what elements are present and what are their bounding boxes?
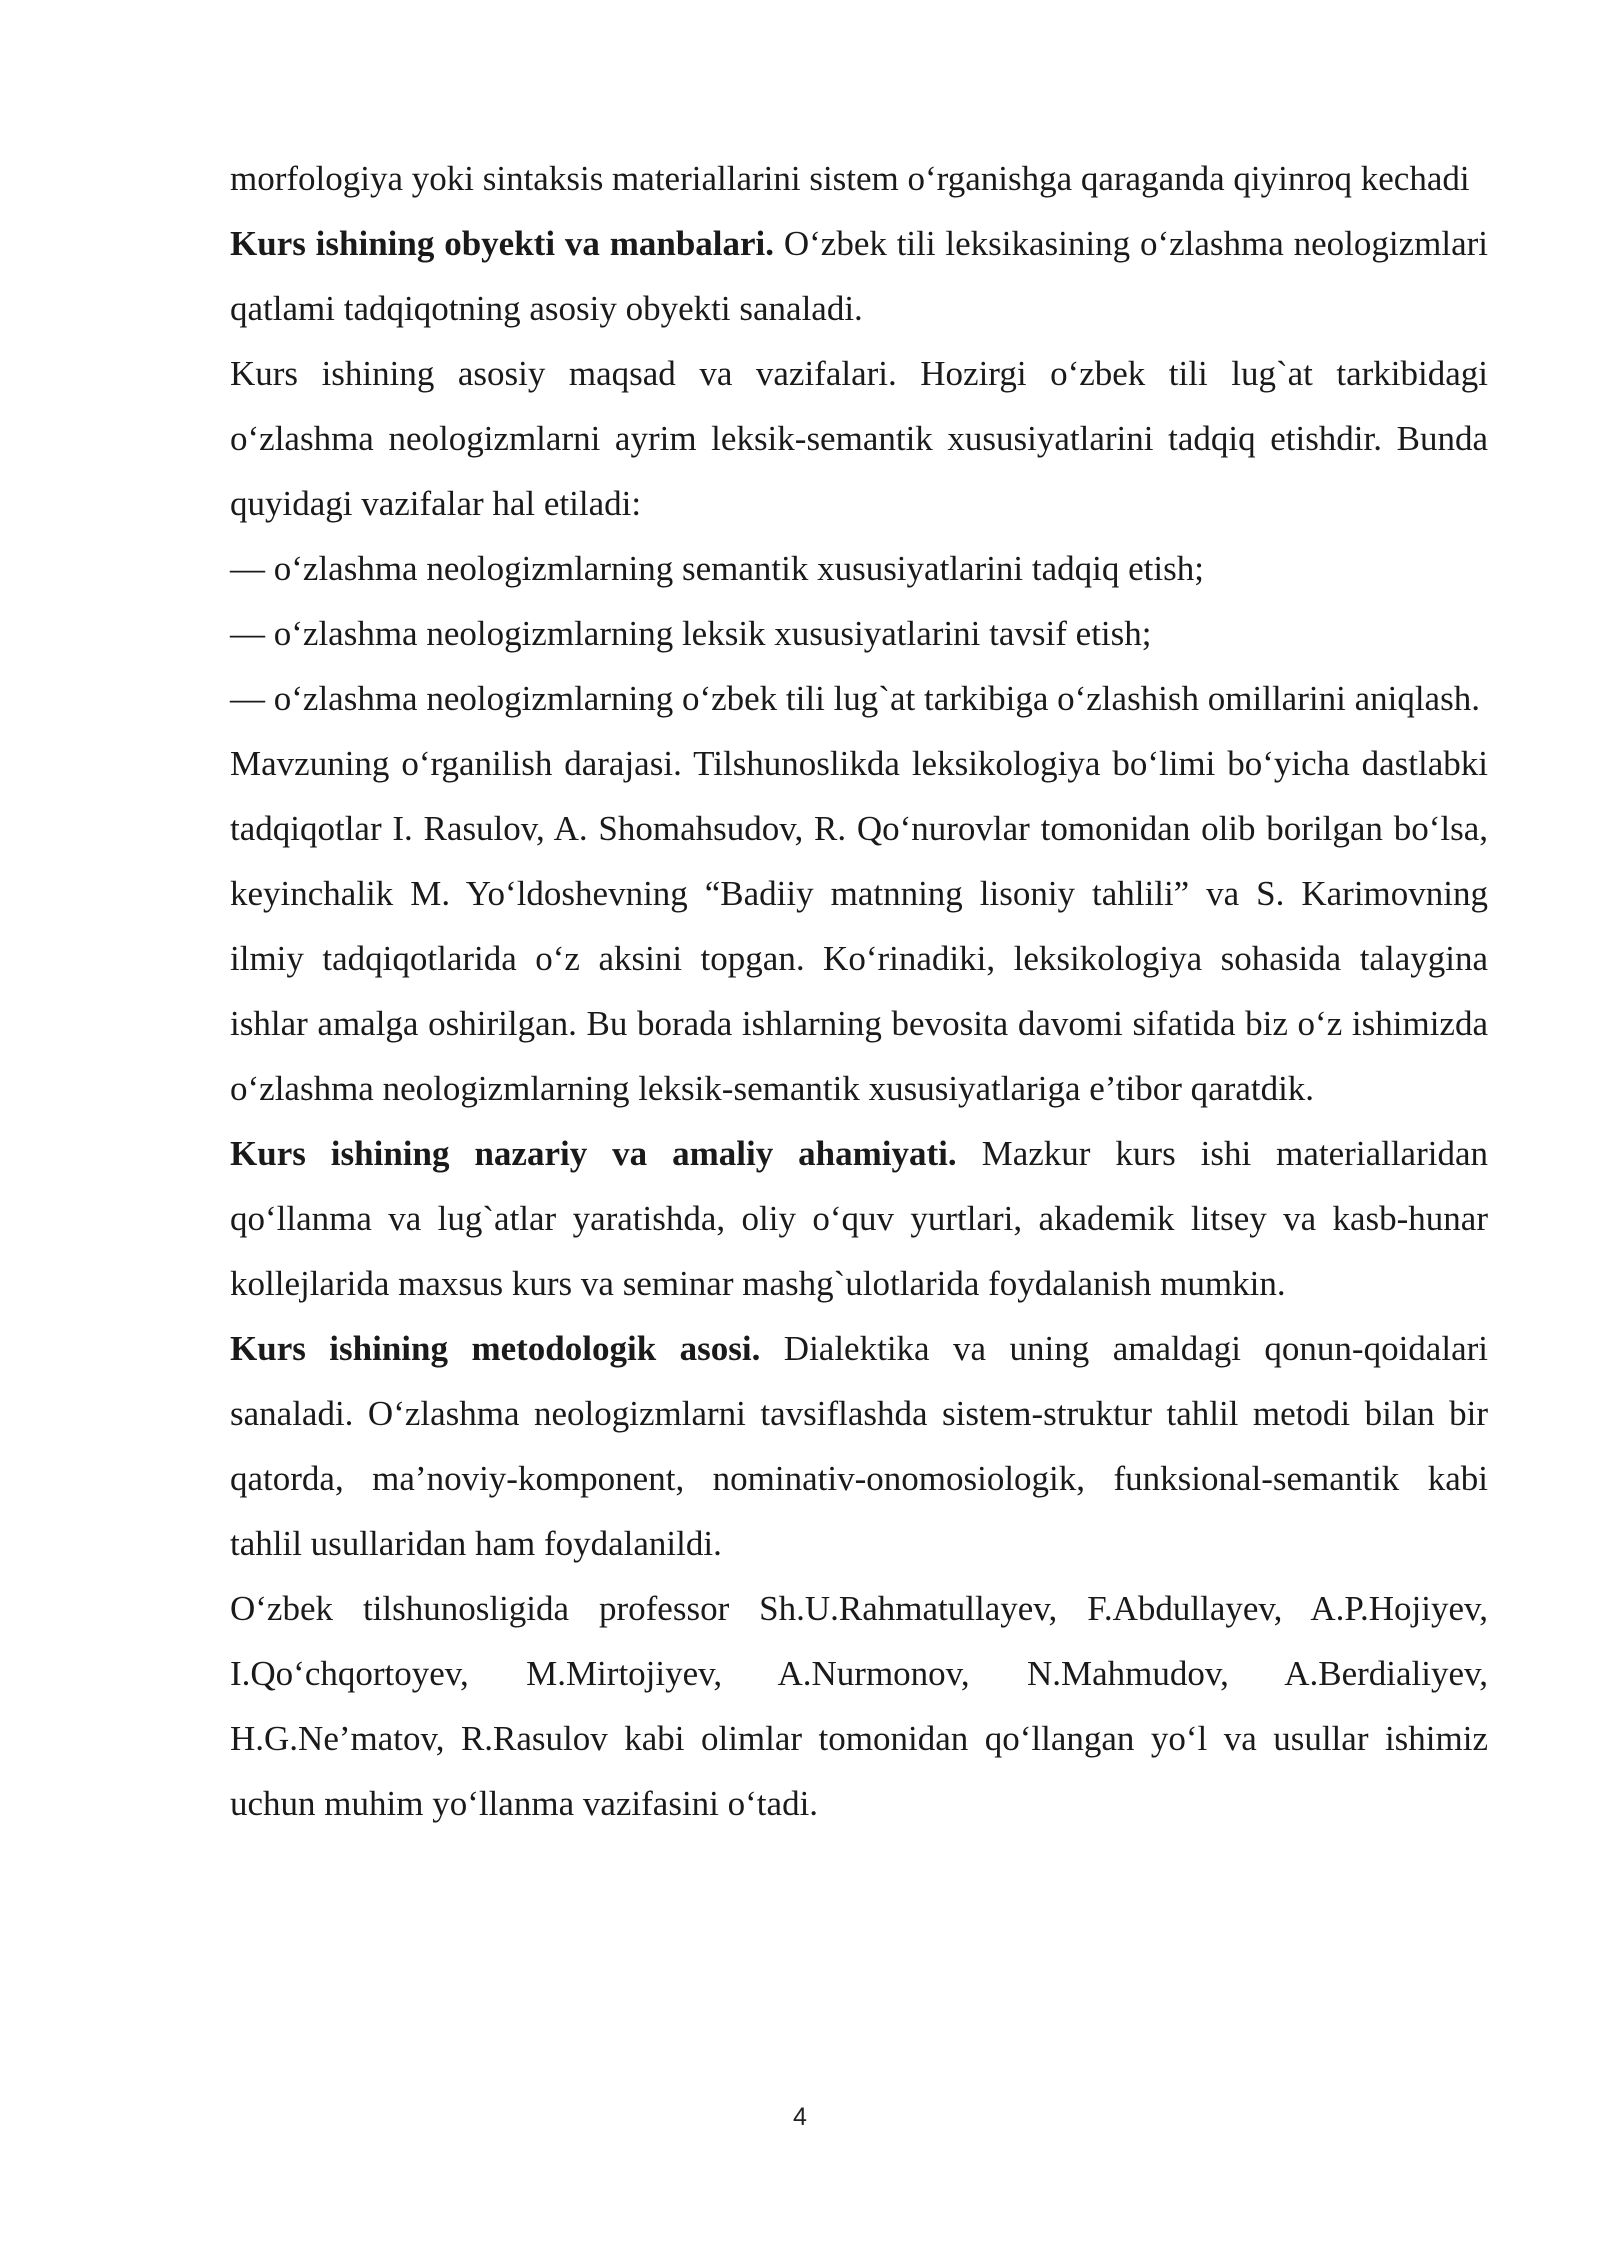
section-heading-significance: Kurs ishining nazariy va amaliy ahamiyati. xyxy=(230,1134,957,1173)
task-list-item: — o‘zlashma neologizmlarning leksik xususiyatlarini tavsif etish; xyxy=(230,614,1152,653)
task-list-item: — o‘zlashma neologizmlarning o‘zbek tili lug`at tarkibiga o‘zlashish omillarini aniqlash. xyxy=(230,679,1480,718)
paragraph-methodology xyxy=(230,1316,1488,1576)
section-text-methodology: Dialektika va uning amaldagi qonun-qoidalari sanaladi. O‘zlashma neologizmlarni tavsiflashda sistem-struktur tahlil metodi bilan bir qatorda, ma’noviy-komponent, nominativ-onomosiologik, funksional-semantik kabi tahlil usullaridan ham foydalanildi. xyxy=(230,1329,1488,1563)
section-heading-object: Kurs ishining obyekti va manbalari. xyxy=(230,224,775,263)
paragraph-study-level: Mavzuning o‘rganilish darajasi. Tilshunoslikda leksikologiya bo‘limi bo‘yicha dastlabki tadqiqotlar I. Rasulov, A. Shomahsudov, R. Qo‘nurovlar tomonidan olib borilgan bo‘lsa, keyinchalik M. Yo‘ldoshevning “Badiiy matnning lisoniy tahlili” va S. Karimovning ilmiy tadqiqotlarida o‘z aksini topgan. Ko‘rinadiki, leksikologiya sohasida talaygina ishlar amalga oshirilgan. Bu borada ishlarning bevosita davomi sifatida biz o‘z ishimizda o‘zlashma neologizmlarning leksik-semantik xususiyatlariga e’tibor qaratdik. xyxy=(230,744,1488,1108)
task-list-item: — o‘zlashma neologizmlarning semantik xususiyatlarini tadqiq etish; xyxy=(230,549,1204,588)
section-text-significance: Mazkur kurs ishi materiallaridan qo‘llanma va lug`atlar yaratishda, oliy o‘quv yurtlari, akademik litsey va kasb-hunar kollejlarida maxsus kurs va seminar mashg`ulotlarida foydalanish mumkin. xyxy=(230,1134,1488,1303)
paragraph-goals-and-tasks: Kurs ishining asosiy maqsad va vazifalari. Hozirgi o‘zbek tili lug`at tarkibidagi o‘zlashma neologizmlarni ayrim leksik-semantik xususiyatlarini tadqiq etishdir. Bunda quyidagi vazifalar hal etiladi: xyxy=(230,354,1488,523)
page-body xyxy=(230,146,1488,1836)
paragraph-scholars: O‘zbek tilshunosligida professor Sh.U.Rahmatullayev, F.Abdullayev, A.P.Hojiyev, I.Qo‘chqortoyev, M.Mirtojiyev, A.Nurmonov, N.Mahmudov, A.Berdialiyev, H.G.Ne’matov, R.Rasulov kabi olimlar tomonidan qo‘llangan yo‘l va usullar ishimiz uchun muhim yo‘llanma vazifasini o‘tadi. xyxy=(230,1589,1488,1823)
section-text-object: O‘zbek tili leksikasining o‘zlashma neologizmlari qatlami tadqiqotning asosiy obyekti sanaladi. xyxy=(230,224,1489,328)
paragraph-object-and-sources xyxy=(230,211,1488,341)
paragraph-continuation: morfologiya yoki sintaksis materiallarini sistem o‘rganishga qaraganda qiyinroq kechadi xyxy=(230,159,1470,198)
paragraph-significance xyxy=(230,1121,1488,1316)
page-number: 4 xyxy=(793,2103,807,2131)
section-heading-methodology: Kurs ishining metodologik asosi. xyxy=(230,1329,761,1368)
